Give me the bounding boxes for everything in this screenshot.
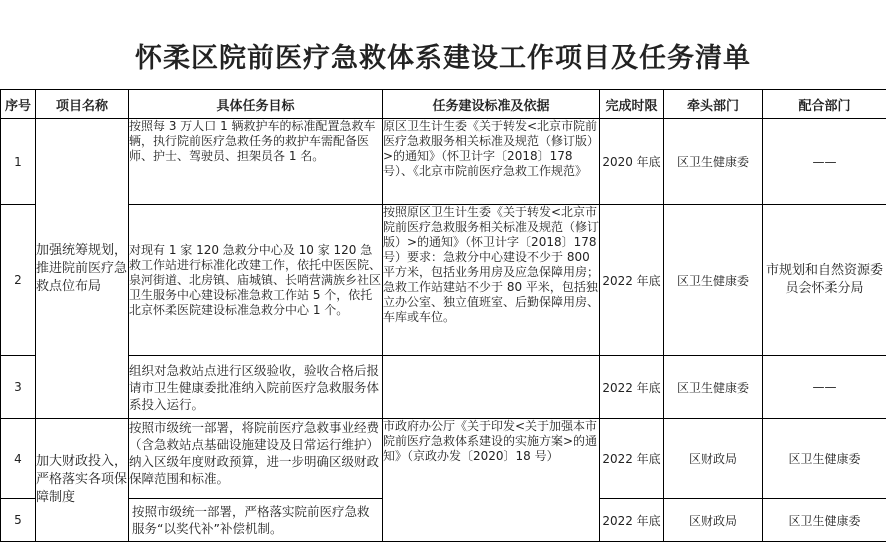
header-goal: 具体任务目标: [129, 90, 383, 119]
task-goal: 对现有 1 家 120 急救分中心及 10 家 120 急救工作站进行标准化改建工作，依托中医医院、泉河街道、北房镇、庙城镇、长哨营满族乡社区卫生服务中心建设标准急救工作站 5 个，依托北京怀柔医院建设标准急救分中心 1 个。: [129, 205, 383, 356]
deadline: 2022 年底: [600, 499, 664, 542]
task-standard: 按照原区卫生计生委《关于转发<北京市院前医疗急救服务相关标准及规范（修订版）>的通知》（怀卫计字〔2018〕178 号）要求：急救分中心建设不少于 800 平方米，包括业务用房及应急保障用房；急救工作站建站不少于 80 平米，包括独立办公室、独立值班室、后勤保障用房、车库或车位。: [383, 205, 600, 356]
deadline: 2020 年底: [600, 119, 664, 205]
assist-dept: ——: [763, 356, 886, 419]
header-lead: 牵头部门: [664, 90, 763, 119]
row-no: 5: [1, 499, 36, 542]
lead-dept: 区卫生健康委: [664, 205, 763, 356]
assist-dept: ——: [763, 119, 886, 205]
project-name: 加大财政投入，严格落实各项保障制度: [36, 419, 129, 542]
task-goal: 按照每 3 万人口 1 辆救护车的标准配置急救车辆，执行院前医疗急救任务的救护车需配备医师、护士、驾驶员、担架员各 1 名。: [129, 119, 383, 205]
table-row: [1, 205, 886, 356]
row-no: 2: [1, 205, 36, 356]
header-deadline: 完成时限: [600, 90, 664, 119]
table-row: [1, 119, 886, 205]
header-no: 序号: [1, 90, 36, 119]
lead-dept: 区卫生健康委: [664, 356, 763, 419]
deadline: 2022 年底: [600, 356, 664, 419]
deadline: 2022 年底: [600, 419, 664, 499]
lead-dept: 区卫生健康委: [664, 119, 763, 205]
header-project: 项目名称: [36, 90, 129, 119]
project-name: 加强统筹规划，推进院前医疗急救点位布局: [36, 119, 129, 419]
assist-dept: 区卫生健康委: [763, 499, 886, 542]
lead-dept: 区财政局: [664, 499, 763, 542]
table-row: [1, 419, 886, 499]
task-goal: 按照市级统一部署，严格落实院前医疗急救服务“以奖代补”补偿机制。: [129, 499, 383, 542]
task-standard: [383, 356, 600, 419]
task-goal: 按照市级统一部署，将院前医疗急救事业经费（含急救站点基础设施建设及日常运行维护）纳入区级年度财政预算，进一步明确区级财政保障范围和标准。: [129, 419, 383, 499]
header-standard: 任务建设标准及依据: [383, 90, 600, 119]
header-assist: 配合部门: [763, 90, 886, 119]
table-row: [1, 356, 886, 419]
lead-dept: 区财政局: [664, 419, 763, 499]
task-goal: 组织对急救站点进行区级验收，验收合格后报请市卫生健康委批准纳入院前医疗急救服务体系投入运行。: [129, 356, 383, 419]
row-no: 4: [1, 419, 36, 499]
task-table: [0, 89, 886, 542]
row-no: 3: [1, 356, 36, 419]
task-standard: 市政府办公厅《关于印发<关于加强本市院前医疗急救体系建设的实施方案>的通知》（京政办发〔2020〕18 号）: [383, 419, 600, 542]
page-title: 怀柔区院前医疗急救体系建设工作项目及任务清单: [135, 43, 751, 74]
row-no: 1: [1, 119, 36, 205]
task-standard: 原区卫生计生委《关于转发<北京市院前医疗急救服务相关标准及规范（修订版）>的通知》（怀卫计字〔2018〕178 号）、《北京市院前医疗急救工作规范》: [383, 119, 600, 205]
assist-dept: 市规划和自然资源委员会怀柔分局: [763, 205, 886, 356]
assist-dept: 区卫生健康委: [763, 419, 886, 499]
deadline: 2022 年底: [600, 205, 664, 356]
header-row: [1, 90, 886, 119]
